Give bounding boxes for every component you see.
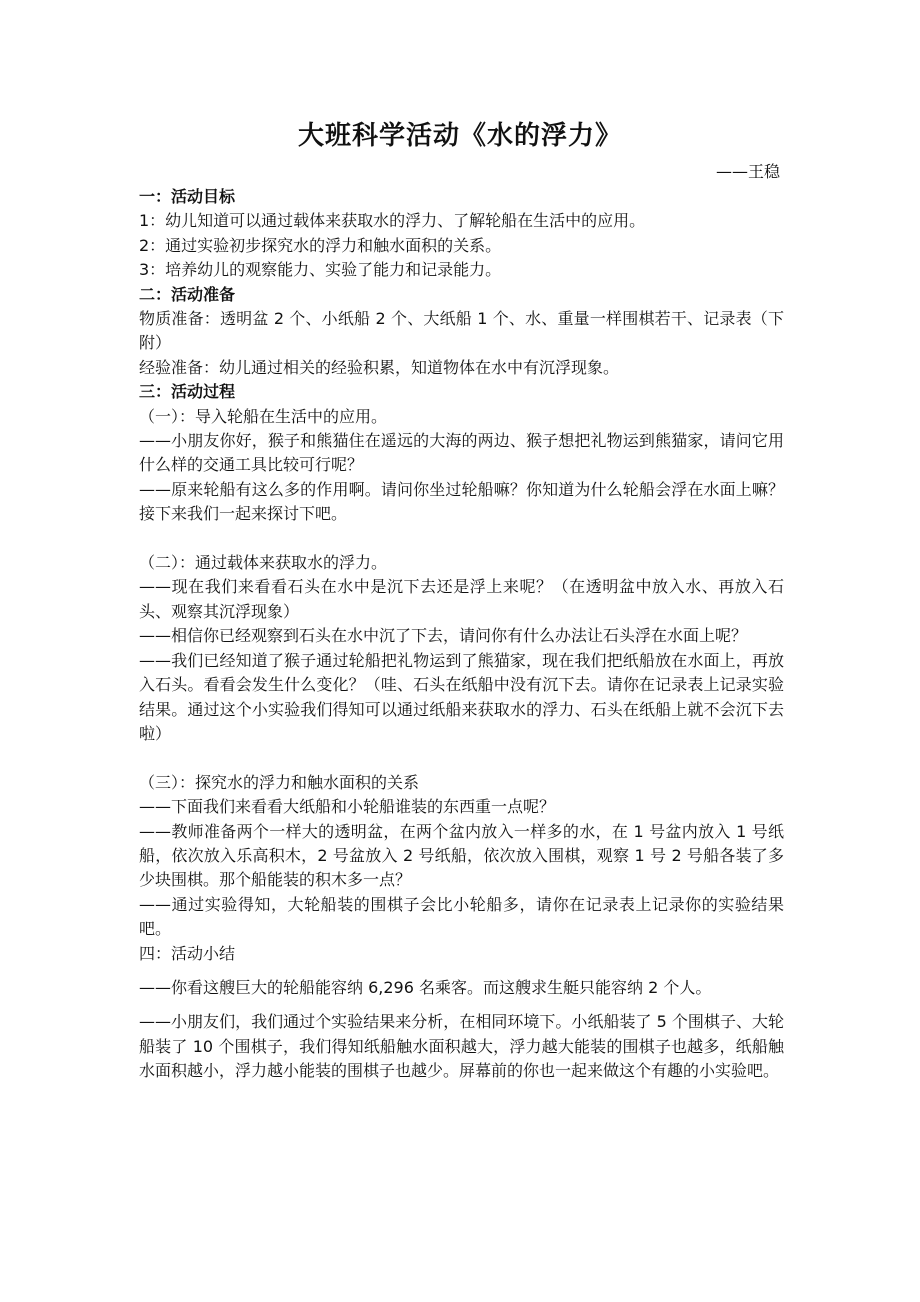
dialogue-line: ——现在我们来看看石头在水中是沉下去还是浮上来呢？（在透明盆中放入水、再放入石头、观察其沉浮现象） — [139, 577, 784, 621]
author-line: ——王稳 — [715, 162, 780, 181]
goal-item: 1：幼儿知道可以通过载体来获取水的浮力、了解轮船在生活中的应用。 — [139, 211, 646, 231]
process-heading: 三：活动过程 — [139, 382, 236, 402]
part3-heading: （三）：探究水的浮力和触水面积的关系 — [139, 772, 420, 792]
prep-material: 物质准备：透明盆 2 个、小纸船 2 个、大纸船 1 个、水、重量一样围棋若干、记录表（下附） — [139, 309, 784, 353]
summary-heading: 四：活动小结 — [139, 943, 236, 963]
paragraph-gap — [139, 1000, 784, 1010]
prep-experience: 经验准备：幼儿通过相关的经验积累，知道物体在水中有沉浮现象。 — [139, 357, 620, 377]
dialogue-line: ——我们已经知道了猴子通过轮船把礼物运到了熊猫家，现在我们把纸船放在水面上，再放入石头。看看会发生什么变化？（哇、石头在纸船中没有沉下去。请你在记录表上记录实验结果。通过这个小实验我们得知可以通过纸船来获取水的浮力、石头在纸船上就不会沉下去啦） — [139, 650, 784, 743]
dialogue-line: ——通过实验得知，大轮船装的围棋子会比小轮船多，请你在记录表上记录你的实验结果吧。 — [139, 894, 784, 939]
paragraph-gap — [139, 527, 784, 551]
dialogue-line: ——下面我们来看看大纸船和小轮船谁装的东西重一点呢？ — [139, 797, 556, 817]
dialogue-line: ——相信你已经观察到石头在水中沉了下去，请问你有什么办法让石头浮在水面上呢？ — [139, 626, 748, 646]
dialogue-line: ——原来轮船有这么多的作用啊。请问你坐过轮船嘛？你知道为什么轮船会浮在水面上嘛？接下来我们一起来探讨下吧。 — [139, 479, 784, 524]
document-body — [139, 185, 784, 1084]
goal-item: 3：培养幼儿的观察能力、实验了能力和记录能力。 — [139, 260, 502, 280]
dialogue-line: ——教师准备两个一样大的透明盆，在两个盆内放入一样多的水，在 1 号盆内放入 1 号纸船，依次放入乐高积木，2 号盆放入 2 号纸船，依次放入围棋，观察 1 号 2 号船各装了多少块围棋。那个船能装的积木多一点？ — [139, 821, 784, 890]
document-title: 大班科学活动《水的浮力》 — [297, 121, 622, 151]
prep-heading: 二：活动准备 — [139, 284, 236, 304]
paragraph-gap — [139, 966, 784, 976]
dialogue-line: ——小朋友你好，猴子和熊猫住在遥远的大海的两边、猴子想把礼物运到熊猫家，请问它用什么样的交通工具比较可行呢？ — [139, 431, 784, 475]
goals-heading: 一：活动目标 — [139, 187, 236, 206]
goal-item: 2：通过实验初步探究水的浮力和触水面积的关系。 — [139, 235, 502, 255]
summary-line: ——你看这艘巨大的轮船能容纳 6,296 名乘客。而这艘求生艇只能容纳 2 个人。 — [139, 977, 712, 997]
paragraph-gap — [139, 746, 784, 770]
summary-line: ——小朋友们，我们通过个实验结果来分析，在相同环境下。小纸船装了 5 个围棋子、大轮船装了 10 个围棋子，我们得知纸船触水面积越大，浮力越大能装的围棋子也越多，纸船触水面积越小，浮力越小能装的围棋子也越少。屏幕前的你也一起来做这个有趣的小实验吧。 — [139, 1012, 784, 1081]
part2-heading: （二）：通过载体来获取水的浮力。 — [139, 553, 388, 573]
part1-heading: （一）：导入轮船在生活中的应用。 — [139, 406, 388, 426]
